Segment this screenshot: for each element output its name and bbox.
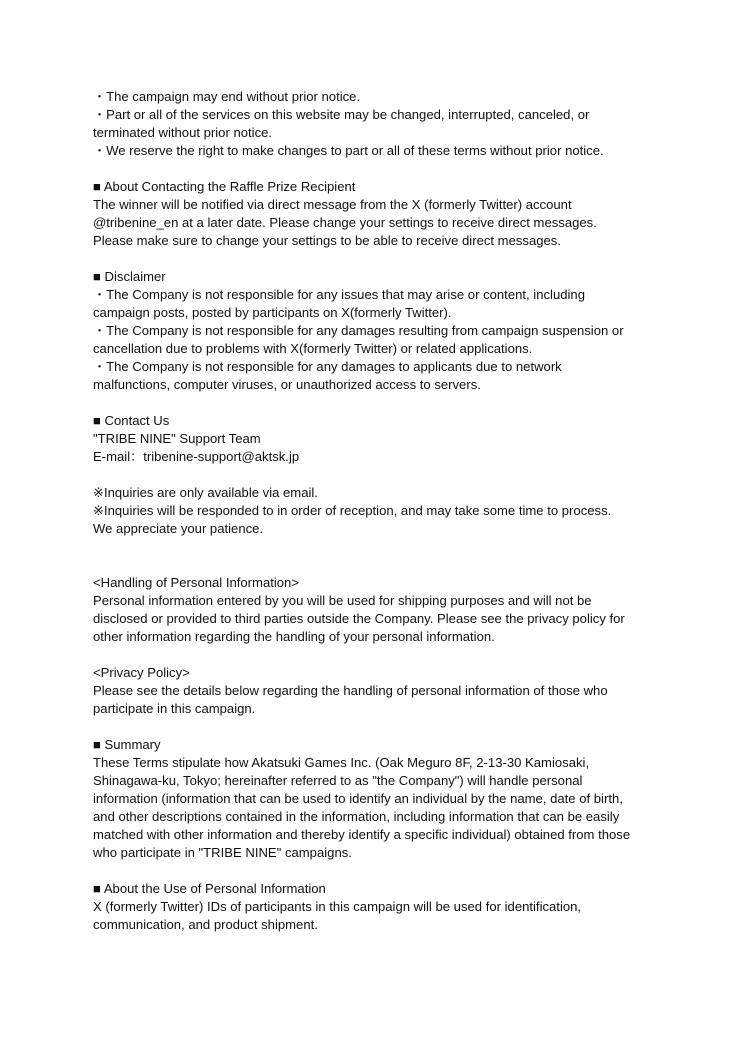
support-team-name: "TRIBE NINE" Support Team	[93, 431, 261, 446]
paragraph-line: other information regarding the handling of your personal information.	[93, 629, 495, 644]
section-heading: ■ About Contacting the Raffle Prize Recipient	[93, 179, 356, 194]
paragraph-line: communication, and product shipment.	[93, 917, 318, 932]
notice-line: terminated without prior notice.	[93, 125, 273, 140]
spacer	[93, 556, 658, 574]
section-heading: <Privacy Policy>	[93, 665, 190, 680]
spacer	[93, 862, 658, 880]
section-heading: <Handling of Personal Information>	[93, 575, 299, 590]
notices-section	[93, 88, 658, 160]
paragraph-line: Shinagawa-ku, Tokyo; hereinafter referred to as "the Company") will handle personal	[93, 773, 583, 788]
paragraph-line: malfunctions, computer viruses, or unauthorized access to servers.	[93, 377, 481, 392]
paragraph-line: These Terms stipulate how Akatsuki Games Inc. (Oak Meguro 8F, 2-13-30 Kamiosaki,	[93, 755, 590, 770]
summary-section	[93, 736, 658, 862]
paragraph-line: and other descriptions contained in the information, including information that can be easily	[93, 809, 620, 824]
paragraph-line: ※Inquiries are only available via email.	[93, 485, 318, 500]
paragraph-line: participate in this campaign.	[93, 701, 256, 716]
section-heading: ■ Disclaimer	[93, 269, 166, 284]
paragraph-line: Personal information entered by you will be used for shipping purposes and will not be	[93, 593, 592, 608]
contact-section	[93, 412, 658, 466]
spacer	[93, 160, 658, 178]
paragraph-line: Please make sure to change your settings to be able to receive direct messages.	[93, 233, 561, 248]
spacer	[93, 250, 658, 268]
paragraph-line: The winner will be notified via direct message from the X (formerly Twitter) account	[93, 197, 572, 212]
notice-line: ・We reserve the right to make changes to part or all of these terms without prior notice.	[93, 143, 604, 158]
paragraph-line: X (formerly Twitter) IDs of participants in this campaign will be used for identification,	[93, 899, 582, 914]
section-heading: ■ About the Use of Personal Information	[93, 881, 326, 896]
section-heading: ■ Summary	[93, 737, 161, 752]
spacer	[93, 394, 658, 412]
paragraph-line: disclosed or provided to third parties outside the Company. Please see the privacy policy for	[93, 611, 625, 626]
paragraph-line: ・The Company is not responsible for any issues that may arise or content, including	[93, 287, 585, 302]
terms-document	[93, 88, 658, 934]
paragraph-line: @tribenine_en at a later date. Please change your settings to receive direct messages.	[93, 215, 597, 230]
inquiries-section	[93, 484, 658, 538]
prize-recipient-section	[93, 178, 658, 250]
spacer	[93, 718, 658, 736]
paragraph-line: cancellation due to problems with X(formerly Twitter) or related applications.	[93, 341, 533, 356]
notice-line: ・Part or all of the services on this website may be changed, interrupted, canceled, or	[93, 107, 590, 122]
use-of-personal-info-section	[93, 880, 658, 934]
spacer	[93, 538, 658, 556]
notice-line: ・The campaign may end without prior notice.	[93, 89, 361, 104]
paragraph-line: campaign posts, posted by participants on X(formerly Twitter).	[93, 305, 452, 320]
privacy-policy-section	[93, 664, 658, 718]
spacer	[93, 466, 658, 484]
paragraph-line: Please see the details below regarding the handling of personal information of those who	[93, 683, 608, 698]
support-email: E-mail：tribenine-support@aktsk.jp	[93, 449, 300, 464]
paragraph-line: matched with other information and thereby identify a specific individual) obtained from those	[93, 827, 631, 842]
paragraph-line: ※Inquiries will be responded to in order of reception, and may take some time to process.	[93, 503, 612, 518]
disclaimer-section	[93, 268, 658, 394]
paragraph-line: We appreciate your patience.	[93, 521, 264, 536]
paragraph-line: information (information that can be used to identify an individual by the name, date of birth,	[93, 791, 623, 806]
spacer	[93, 646, 658, 664]
paragraph-line: ・The Company is not responsible for any damages resulting from campaign suspension or	[93, 323, 624, 338]
paragraph-line: who participate in "TRIBE NINE" campaigns.	[93, 845, 352, 860]
section-heading: ■ Contact Us	[93, 413, 170, 428]
handling-personal-info-section	[93, 574, 658, 646]
paragraph-line: ・The Company is not responsible for any damages to applicants due to network	[93, 359, 562, 374]
